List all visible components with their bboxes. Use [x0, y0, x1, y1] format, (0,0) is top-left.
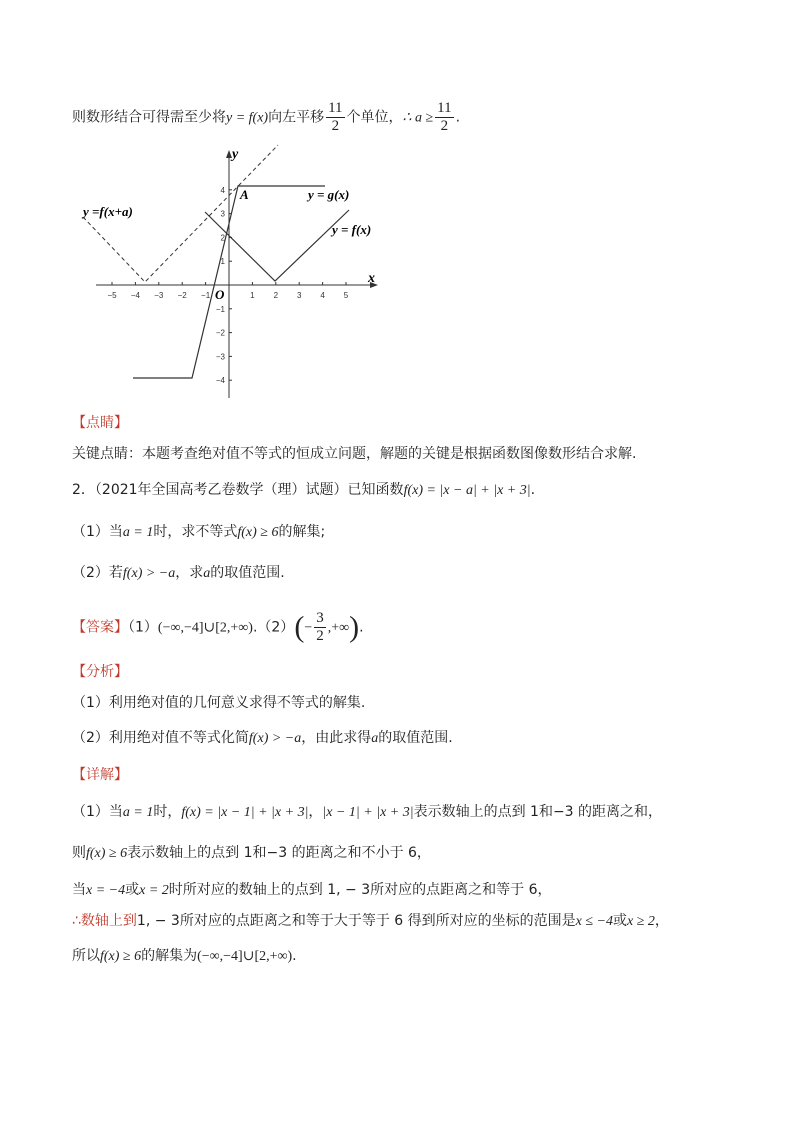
answer-neg: −: [304, 620, 313, 636]
x-tick-label: −2: [177, 291, 187, 300]
part1-cond: a = 1: [122, 525, 154, 540]
detail-l4-text: 1, − 3所对应的点距离之和等于大于等于 6 得到所对应的坐标的范围是: [136, 913, 576, 929]
analysis-l2-mid: ，由此求得: [301, 730, 372, 746]
answer-fraction: [314, 610, 326, 645]
shifted-f-label: y =f(x+a): [83, 204, 133, 219]
detail-l5-mid: 的解集为: [141, 948, 198, 964]
x-tick-label: 4: [320, 291, 325, 300]
part2-line: [72, 563, 285, 584]
detail-l1-func: f(x) = |x − 1| + |x + 3|: [181, 805, 309, 820]
analysis-l2-suffix: 的取值范围.: [378, 730, 453, 746]
detail-l5-ineq: f(x) ≥ 6: [100, 949, 142, 964]
intro-frac2-num: 11: [437, 100, 452, 116]
detail-l4-c1: x ≤ −4: [575, 914, 613, 929]
function-graph: [78, 140, 388, 402]
answer-frac-num: 3: [316, 610, 324, 626]
analysis-line2: [72, 728, 453, 749]
detail-l5-prefix: 所以: [72, 948, 100, 964]
answer-end: .: [359, 619, 364, 636]
intro-frac2-den: 2: [440, 118, 449, 134]
answer-lparen: (: [294, 610, 305, 644]
x-axis-label: x: [368, 271, 375, 286]
part1-line: [72, 522, 325, 543]
detail-line1: [72, 802, 662, 823]
part2-var: a: [203, 566, 211, 581]
y-tick-label: 1: [220, 257, 225, 267]
y-tick-label: 4: [220, 185, 225, 195]
detail-l4-c2: x ≥ 2: [626, 914, 655, 929]
detail-heading: 【详解】: [72, 767, 128, 783]
detail-l3-or: 或: [125, 882, 140, 898]
y-axis-label: y: [232, 147, 239, 162]
origin-label: O: [215, 287, 225, 302]
intro-fx: y = f(x): [226, 110, 269, 126]
x-tick-label: −4: [130, 291, 140, 300]
intro-line: [72, 100, 460, 135]
point-a-label: A: [240, 187, 249, 202]
answer-tail: ,+∞: [327, 620, 350, 636]
dianjing-heading: 【点睛】: [72, 415, 128, 431]
intro-frac-den: 2: [331, 118, 340, 134]
detail-line4: [72, 911, 669, 932]
analysis-l2-prefix: （2）利用绝对值不等式化简: [72, 730, 249, 746]
detail-l4-end: ，: [654, 913, 669, 929]
y-tick-label: −2: [215, 328, 225, 338]
detail-l2-suffix: 表示数轴上的点到 1和−3 的距离之和不小于 6，: [127, 845, 431, 861]
problem-func: f(x) = |x − a| + |x + 3|: [403, 483, 531, 498]
detail-line5: [72, 946, 297, 967]
answer-rparen: ): [349, 610, 360, 644]
detail-l1-cond: a = 1: [122, 805, 154, 820]
x-tick-label: 1: [250, 291, 255, 300]
detail-l5-end: .: [292, 948, 297, 964]
detail-l2-ineq: f(x) ≥ 6: [86, 846, 128, 861]
intro-prefix: 则数形结合可得需至少将: [72, 109, 226, 126]
part2-ineq: f(x) > −a: [122, 566, 176, 581]
intro-unit: 个单位，: [346, 109, 403, 126]
x-tick-label: −5: [107, 291, 117, 300]
answer-heading: 【答案】: [72, 619, 128, 636]
analysis-line1: （1）利用绝对值的几何意义求得不等式的解集.: [72, 695, 366, 711]
intro-mid: 向左平移: [268, 109, 325, 126]
detail-l1-suffix: 表示数轴上的点到 1和−3 的距离之和，: [413, 804, 663, 820]
detail-line2: [72, 843, 431, 864]
answer-line: [72, 610, 364, 645]
part2-prefix: （2）若: [72, 565, 123, 581]
intro-frac-num: 11: [328, 100, 343, 116]
x-tick-label: 5: [343, 291, 349, 300]
y-tick-label: −1: [215, 304, 225, 314]
answer-set1: (−∞,−4]∪[2,+∞): [157, 620, 253, 636]
analysis-l2-ineq: f(x) > −a: [248, 731, 302, 746]
intro-fraction: [326, 100, 344, 135]
x-tick-label: −1: [201, 291, 211, 300]
intro-therefore: ∴ a ≥: [402, 110, 434, 126]
problem-end: .: [530, 482, 536, 498]
detail-l3-c1: x = −4: [86, 883, 126, 898]
dianjing-text: 关键点睛：本题考查绝对值不等式的恒成立问题，解题的关键是根据函数图像数形结合求解.: [72, 446, 637, 462]
g-label: y = g(x): [308, 187, 350, 202]
detail-l3-c2: x = 2: [139, 883, 169, 898]
part2-mid: ，求: [175, 565, 204, 581]
detail-l3-suffix: 时所对应的数轴上的点到 1, − 3所对应的点距离之和等于 6，: [168, 882, 552, 898]
detail-l1-prefix: （1）当: [72, 804, 123, 820]
problem-number: 2．: [72, 482, 95, 498]
part1-mid: 时，求不等式: [153, 524, 238, 540]
detail-l4-red: ∴数轴上到: [72, 913, 137, 929]
x-tick-label: 3: [296, 291, 302, 300]
part1-prefix: （1）当: [72, 524, 123, 540]
x-tick-label: 2: [273, 291, 279, 300]
detail-l5-set: (−∞,−4]∪[2,+∞): [197, 949, 293, 964]
answer-frac-den: 2: [316, 628, 324, 644]
detail-l1-sep: ，: [308, 804, 323, 820]
problem-statement: [72, 480, 535, 501]
part1-suffix: 的解集;: [278, 524, 326, 540]
f-curve: [205, 210, 349, 281]
x-tick-label: −3: [154, 291, 164, 300]
analysis-l2-var: a: [371, 731, 379, 746]
detail-l3-prefix: 当: [72, 882, 86, 898]
problem-source: （2021年全国高考乙卷数学（理）试题）已知函数: [94, 482, 404, 498]
detail-l2-prefix: 则: [72, 845, 86, 861]
y-tick-label: 3: [220, 209, 225, 219]
part1-ineq: f(x) ≥ 6: [237, 525, 279, 540]
detail-line3: [72, 880, 551, 901]
part2-suffix: 的取值范围.: [210, 565, 285, 581]
answer-p2: .（2）: [252, 619, 295, 636]
intro-fraction-2: [435, 100, 453, 135]
f-label: y = f(x): [332, 222, 372, 237]
detail-l4-or: 或: [612, 913, 627, 929]
analysis-heading: 【分析】: [72, 664, 128, 680]
intro-end: .: [455, 109, 461, 126]
detail-l1-expr: |x − 1| + |x + 3|: [322, 805, 414, 820]
y-tick-label: −3: [215, 352, 225, 362]
y-tick-label: −4: [215, 376, 225, 386]
y-tick-label: 2: [220, 233, 225, 243]
answer-p1: （1）: [128, 619, 158, 636]
detail-l1-mid: 时，: [153, 804, 182, 820]
